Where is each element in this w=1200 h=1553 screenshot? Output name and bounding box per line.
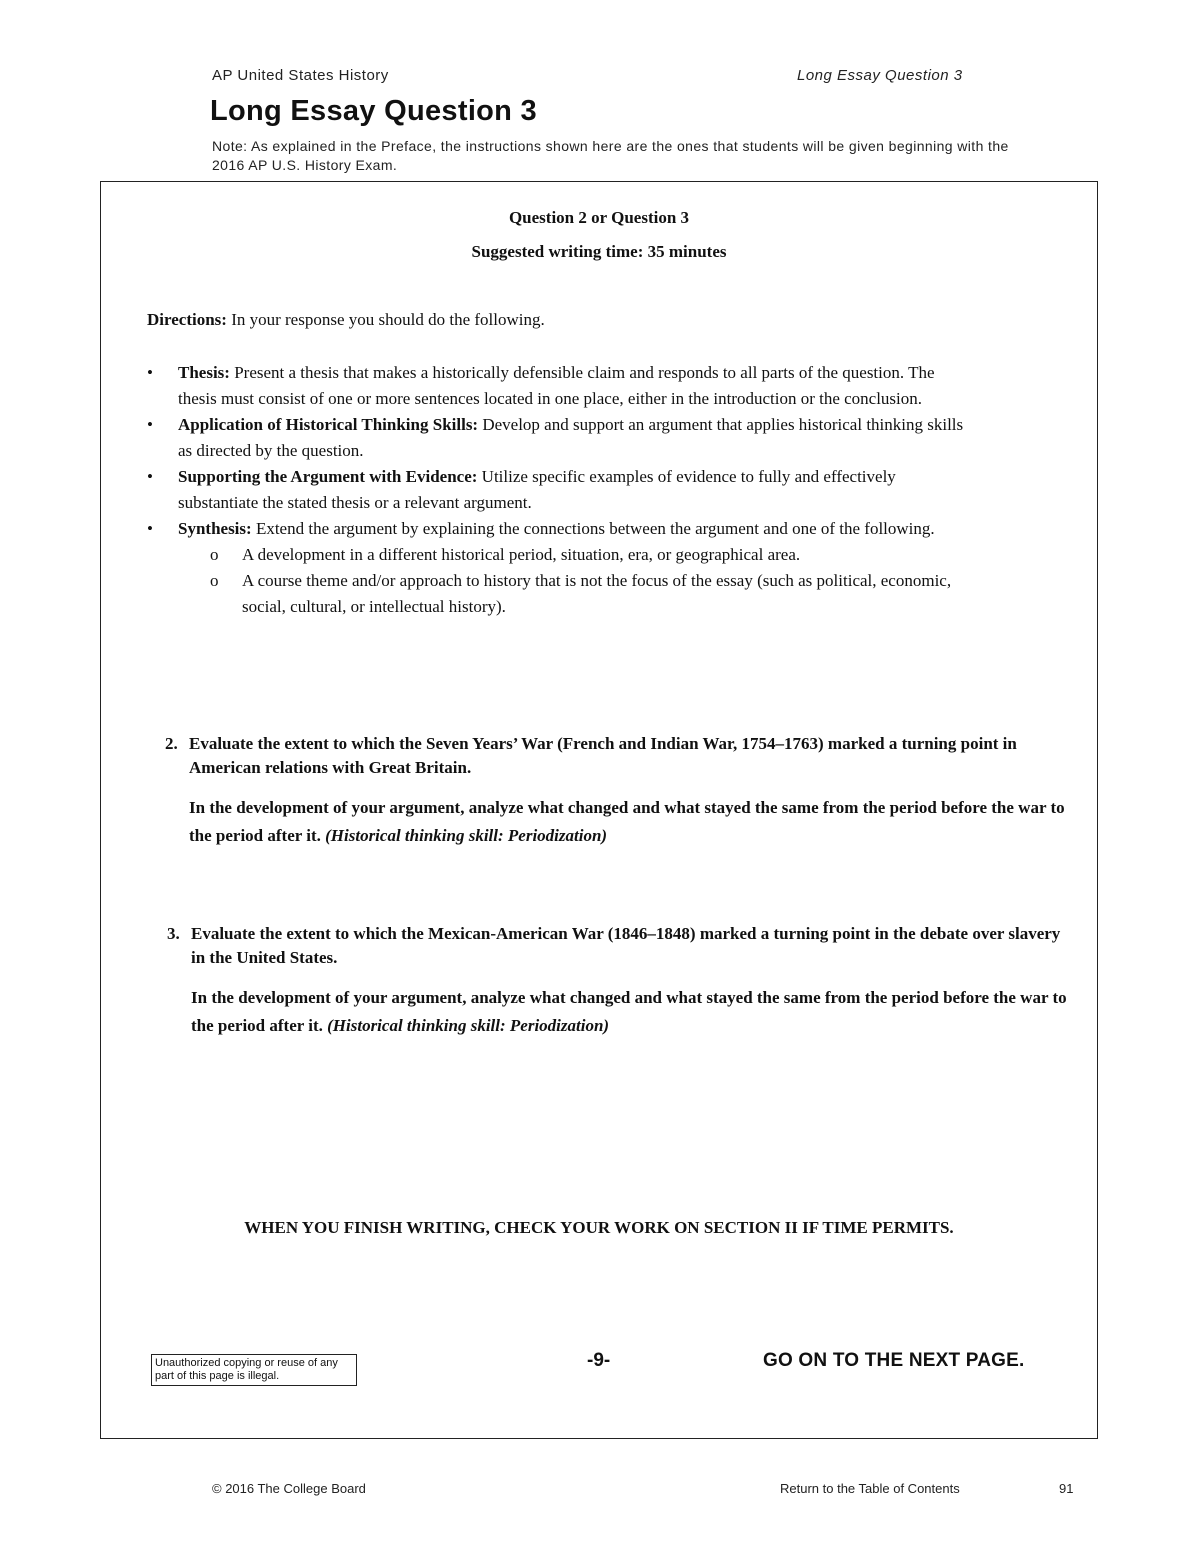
circle-bullet-icon: o: [210, 545, 219, 564]
bullet-text: Extend the argument by explaining the connections between the argument and one of the following.: [251, 519, 935, 538]
copyright-notice-box: Unauthorized copying or reuse of any part of this page is illegal.: [151, 1354, 357, 1386]
synthesis-options: [178, 542, 967, 620]
bullet-text: Develop and support an argument that applies historical thinking skills as directed by the question.: [178, 415, 964, 460]
skill-label: (Historical thinking skill: Periodization): [327, 1016, 610, 1035]
running-header-section: Long Essay Question 3: [797, 67, 963, 84]
directions-list: [147, 360, 967, 620]
directions-label: Directions:: [147, 310, 227, 329]
bullet-icon: •: [147, 519, 153, 538]
bullet-label: Application of Historical Thinking Skills:: [178, 415, 479, 434]
page-title: Long Essay Question 3: [210, 95, 537, 127]
question-2: [165, 732, 1065, 850]
instruction-text: In the development of your argument, analyze what changed and what stayed the same from the period before the war to the period after it.: [189, 798, 1065, 845]
list-item: [147, 412, 967, 464]
question-stem: Evaluate the extent to which the Mexican-American War (1846–1848) marked a turning point in the debate over slavery in the United States.: [191, 924, 1061, 967]
directions-text: In your response you should do the following.: [226, 310, 545, 329]
question-instruction: [167, 984, 1067, 1040]
bullet-icon: •: [147, 363, 153, 382]
skill-label: (Historical thinking skill: Periodization): [325, 826, 608, 845]
bullet-label: Thesis:: [178, 363, 230, 382]
next-page-instruction: GO ON TO THE NEXT PAGE.: [763, 1350, 1025, 1371]
exam-page-box: [100, 181, 1098, 1439]
table-of-contents-link[interactable]: Return to the Table of Contents: [780, 1481, 960, 1496]
finish-instruction: WHEN YOU FINISH WRITING, CHECK YOUR WORK ON SECTION II IF TIME PERMITS.: [244, 1218, 954, 1237]
exam-page-number: -9-: [587, 1350, 611, 1371]
list-item: [147, 360, 967, 412]
running-header-course: AP United States History: [212, 67, 389, 84]
list-item: [178, 568, 967, 620]
list-item: [178, 542, 967, 568]
instruction-text: In the development of your argument, analyze what changed and what stayed the same from the period before the war to the period after it.: [191, 988, 1067, 1035]
option-text: A development in a different historical period, situation, era, or geographical area.: [242, 545, 801, 564]
bullet-text: Present a thesis that makes a historically defensible claim and responds to all parts of the question. The thesis must consist of one or more sentences located in one place, either in the introduction or the conclusion.: [178, 363, 935, 408]
preface-note: Note: As explained in the Preface, the instructions shown here are the ones that students will be given beginning with the 2016 AP U.S. History Exam.: [212, 138, 1009, 173]
bullet-icon: •: [147, 467, 153, 486]
question-stem: Evaluate the extent to which the Seven Years’ War (French and Indian War, 1754–1763) marked a turning point in American relations with Great Britain.: [189, 734, 1017, 777]
bullet-label: Supporting the Argument with Evidence:: [178, 467, 478, 486]
footer-page-number: 91: [1059, 1481, 1074, 1496]
list-item: [147, 464, 967, 516]
question-3: [167, 922, 1067, 1040]
writing-time: Suggested writing time: 35 minutes: [471, 242, 727, 261]
circle-bullet-icon: o: [210, 571, 219, 590]
directions: [147, 310, 545, 330]
question-instruction: [165, 794, 1065, 850]
bullet-label: Synthesis:: [178, 519, 252, 538]
list-item: [147, 516, 967, 620]
question-heading: Question 2 or Question 3: [508, 208, 690, 227]
bullet-icon: •: [147, 415, 153, 434]
question-number: 2.: [165, 734, 178, 753]
bullet-text: Utilize specific examples of evidence to fully and effectively substantiate the stated thesis or a relevant argument.: [178, 467, 896, 512]
option-text: A course theme and/or approach to history that is not the focus of the essay (such as political, economic, social, cultural, or intellectual history).: [242, 571, 952, 616]
question-number: 3.: [167, 924, 180, 943]
footer-copyright: © 2016 The College Board: [212, 1481, 366, 1496]
